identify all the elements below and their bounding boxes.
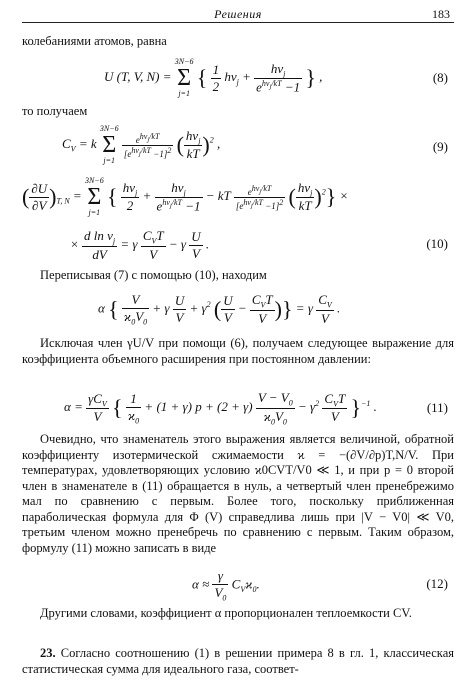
equation-9-body: $C_V = k$ 3N−6 Σ j=1 $\frac{eh\nu_j/kT}{[eh\nu_j/kT -1]2}$ ( $\frac{h\nu_j}{kT}$ )$^2$ , xyxy=(62,124,221,165)
equation-9 xyxy=(22,121,454,171)
paragraph-1: колебаниями атомов, равна xyxy=(22,34,167,48)
equation-10-number: (10) xyxy=(426,236,448,251)
paragraph-4: Исключая член γU/V при помощи (6), получаем следующее выражение для коэффициента объемного расширения при постоянном давлении: xyxy=(22,336,454,366)
equation-unnumbered xyxy=(22,290,454,330)
problem-number: 23. xyxy=(40,646,56,660)
paragraph-5: Очевидно, что знаменатель этого выражения является величиной, обратной коэффициенту изотермической сжимаемости ϰ = −(∂V/∂p)T,N/V. При температурах, удовлетворяющих условию ϰ0CVT/V0 ≪ 1, и при p = 0 второй член в знаменателе в (11) обращается в нуль, а четвертый член пренебрежимо мал по сравнению с первым. Более того, поскольку приближенная параболическая формула для Φ (V) справедлива лишь при |V − V0| ≪ V0, третьим членом можно пренебречь по сравнению с первым. Таким образом, формулу (11) можно записать в виде xyxy=(22,432,454,555)
equation-12-body: α ≈ $\frac{\gamma}{V_0}$ $C_Vϰ_0$. xyxy=(192,568,260,603)
equation-11-body: α = $\frac{\gamma C_V}{V}$ { $\frac{1}{ϰ_0}$ + (1 + γ) p + (2 + γ) $\frac{V - V_0}{ϰ_0V_0}$ − $\gamma^2$ $\frac{C_VT}{V}$ }$^{-1}$ . xyxy=(64,390,377,427)
paragraph-7 xyxy=(22,646,454,677)
equation-11 xyxy=(22,388,454,428)
page-number: 183 xyxy=(432,7,450,21)
equation-8-number: (8) xyxy=(432,70,448,85)
running-title: Решения xyxy=(214,7,262,21)
equation-10-line-2-body: × $\frac{d \ln \nu_j}{dV}$ = γ $\frac{C_VT}{V}$ − γ $\frac{U}{V}$ . xyxy=(70,228,210,262)
equation-8-body: U (T, V, N) = 3N−6 Σ j=1 { $\frac{1}{2}$ $h\nu_j$ + $\frac{h\nu_j}{e^{h\nu_j/kT} -1}$ } , xyxy=(104,57,323,98)
paragraph-7-text: Согласно соотношению (1) в решении примера 8 в гл. 1, классическая статистическая сумма для идеального газа, соответ- xyxy=(22,646,454,676)
equation-unnumbered-body: α { $\frac{V}{ϰ_0V_0}$ + γ $\frac{U}{V}$ + $\gamma^2$ ( $\frac{U}{V}$ − $\frac{C_VT}{V}$ )} = γ $\frac{C_V}{V}$ . xyxy=(98,292,341,327)
equation-10-line-1-body: ( $\frac{\partial U}{\partial V}$ )$_{T, N}$ = 3N−6 Σ j=1 { $\frac{h\nu_j}{2}$ + $\frac{h\nu_j}{e^{h\nu_j/kT} -1}$ − kT $\frac{eh\nu_j/kT}{[eh\nu_j/kT -1]2}$ ( $\frac{h\nu_j}{kT}$ )$^2$} × xyxy=(22,176,349,217)
running-header xyxy=(22,6,454,23)
equation-10-line-2 xyxy=(22,226,454,262)
sum-symbol: 3N−6 Σ j=1 xyxy=(174,57,194,98)
equation-12 xyxy=(22,566,454,602)
equation-8 xyxy=(22,52,454,102)
paragraph-6: Другими словами, коэффициент α пропорционален теплоемкости CV. xyxy=(40,606,412,620)
equation-12-number: (12) xyxy=(426,576,448,591)
equation-9-number: (9) xyxy=(432,139,448,154)
equation-10-line-1 xyxy=(22,173,454,223)
paragraph-2: то получаем xyxy=(22,104,88,118)
equation-11-number: (11) xyxy=(426,400,448,415)
paragraph-3: Переписывая (7) с помощью (10), находим xyxy=(40,268,267,282)
